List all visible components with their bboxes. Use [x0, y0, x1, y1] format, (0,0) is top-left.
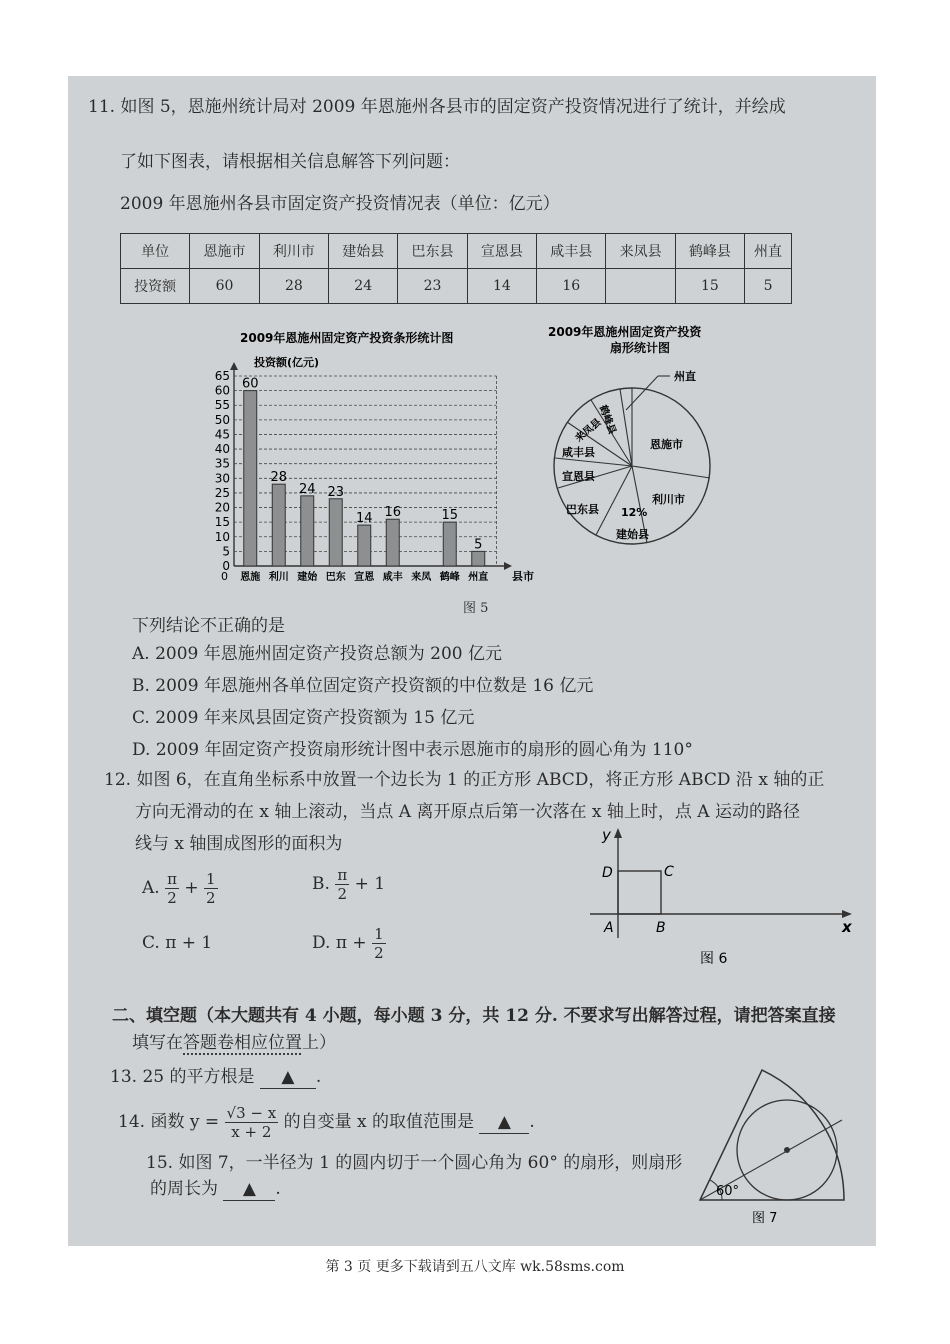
pie-divider — [632, 466, 710, 478]
q11-line2: 了如下图表，请根据相关信息解答下列问题： — [120, 152, 460, 172]
x-tick-label: 建始 — [297, 572, 318, 583]
figure6-coordinate-diagram — [590, 826, 860, 971]
pie-annotation-percent: 12% — [621, 506, 648, 519]
y-tick-label: 15 — [214, 515, 230, 530]
table-cell: 咸丰县 — [537, 234, 606, 269]
y-tick-label: 45 — [214, 427, 230, 442]
pie-label-badong: 巴东县 — [566, 503, 599, 516]
bar — [358, 525, 371, 566]
table-cell: 60 — [190, 269, 259, 304]
pie-label-zhouzhi: 州直 — [674, 370, 696, 383]
x-tick-label: 宣恩 — [354, 572, 375, 583]
answer-blank[interactable]: ▲ — [479, 1111, 529, 1134]
y-tick-label: 50 — [214, 412, 230, 427]
pie-chart — [540, 318, 780, 558]
bar-chart-title: 2009年恩施州固定资产投资条形统计图 — [240, 331, 454, 345]
figure5-label: 图 5 — [463, 601, 489, 616]
bar-chart — [212, 322, 552, 590]
circle-center-dot — [784, 1147, 790, 1153]
x-tick-label: 鹤峰 — [439, 572, 460, 583]
y-tick-label: 65 — [214, 369, 230, 383]
x-tick-label: 巴东 — [325, 572, 346, 583]
bar — [386, 519, 399, 566]
bar-value-label: 60 — [241, 376, 259, 392]
bar — [329, 499, 342, 566]
bar — [244, 391, 257, 566]
y-tick-label: 35 — [214, 456, 230, 471]
pie-label-xuanen: 宣恩县 — [562, 470, 595, 483]
q12-line1: 12. 如图 6，在直角坐标系中放置一个边长为 1 的正方形 ABCD，将正方形 ABCD 沿 x 轴的正 — [104, 770, 825, 790]
x-tick-label: 州直 — [468, 572, 489, 583]
table-cell: 28 — [259, 269, 328, 304]
pie-label-jianshi: 建始县 — [616, 528, 649, 541]
pie-chart-title-line2: 扇形统计图 — [610, 341, 671, 355]
q11-option-a: A. 2009 年恩施州固定资产投资总额为 200 亿元 — [132, 644, 503, 664]
table-cell: 鹤峰县 — [675, 234, 744, 269]
sector-shape — [700, 1070, 844, 1200]
point-a-label: A — [604, 920, 614, 936]
pie-label-hefeng: 鹤峰县 — [596, 403, 618, 436]
table-cell: 利川市 — [259, 234, 328, 269]
y-tick-label: 60 — [214, 383, 230, 398]
figure7-label: 图 7 — [752, 1211, 778, 1226]
table-cell: 投资额 — [121, 269, 190, 304]
table-cell: 巴东县 — [398, 234, 467, 269]
x-tick-label: 咸丰 — [382, 572, 403, 583]
table-cell: 24 — [329, 269, 398, 304]
x-axis-label: x — [842, 918, 852, 936]
pie-pointer-line — [626, 376, 658, 410]
bar — [472, 551, 485, 566]
y-tick-label: 20 — [214, 500, 230, 515]
q14: 14. 函数 y = $\frac{√3 - x}{x + 2}$ 的自变量 x 的取值范围是 ▲ . — [118, 1104, 535, 1141]
y-axis-arrow-icon — [230, 362, 238, 370]
point-c-label: C — [664, 864, 674, 880]
y-tick-label: 30 — [214, 471, 230, 486]
pie-divider — [620, 389, 632, 466]
x-tick-label: 来凤 — [411, 572, 432, 583]
q11-option-b: B. 2009 年恩施州各单位固定资产投资额的中位数是 16 亿元 — [132, 676, 594, 696]
section2-line2: 填写在答题卷相应位置上） — [132, 1033, 336, 1053]
q11-option-d: D. 2009 年固定资产投资扇形统计图中表示恩施市的扇形的圆心角为 110° — [132, 740, 693, 760]
y-tick-label: 55 — [214, 398, 230, 413]
y-tick-label: 0 — [222, 559, 230, 573]
fraction: $\frac{1}{2}$ — [206, 870, 216, 907]
section2-line1: 二、填空题（本大题共有 4 小题，每小题 3 分，共 12 分. 不要求写出解答过程，请把答案直接 — [112, 1006, 836, 1026]
figure6-label: 图 6 — [700, 951, 728, 967]
table-cell: 恩施市 — [190, 234, 259, 269]
fraction: $\frac{\pi}{2}$ — [337, 866, 348, 903]
angle-label: 60° — [716, 1184, 740, 1199]
q11-option-c: C. 2009 年来凤县固定资产投资额为 15 亿元 — [132, 708, 475, 728]
bar-value-label: 15 — [441, 508, 459, 524]
answer-blank[interactable]: ▲ — [260, 1066, 316, 1089]
bar — [272, 484, 285, 566]
table-cell: 14 — [467, 269, 536, 304]
table-cell: 来凤县 — [606, 234, 675, 269]
q11-question: 下列结论不正确的是 — [132, 616, 285, 636]
fraction: $\frac{1}{2}$ — [374, 925, 384, 962]
table-cell: 建始县 — [329, 234, 398, 269]
investment-table — [120, 233, 792, 304]
bar — [443, 522, 456, 566]
table-cell: 16 — [537, 269, 606, 304]
square-abcd — [618, 871, 661, 914]
q15-line1: 15. 如图 7，一半径为 1 的圆内切于一个圆心角为 60° 的扇形，则扇形 — [146, 1153, 683, 1173]
x-tick-label: 恩施 — [240, 572, 261, 583]
x-tick-label: 利川 — [268, 572, 289, 583]
table-cell: 5 — [745, 269, 792, 304]
table-cell: 23 — [398, 269, 467, 304]
y-tick-label: 10 — [214, 529, 230, 544]
bar-value-label: 16 — [384, 505, 402, 521]
bar-value-label: 14 — [355, 511, 373, 527]
point-b-label: B — [656, 920, 666, 936]
bar-chart-xlabel: 县市 — [512, 570, 534, 583]
pie-divider — [596, 466, 632, 535]
y-axis-arrow-icon — [614, 828, 622, 838]
bar-value-label: 5 — [474, 537, 483, 553]
y-tick-label: 5 — [222, 544, 230, 559]
figure7-sector-diagram — [692, 1060, 872, 1230]
table-row — [121, 269, 792, 304]
bar — [301, 496, 314, 566]
pie-label-lichuan: 利川市 — [652, 493, 685, 506]
pie-label-enshi: 恩施市 — [650, 438, 683, 451]
q12-option-a: A. $\frac{\pi}{2}$ + $\frac{1}{2}$ — [142, 870, 216, 907]
bar-value-label: 28 — [270, 470, 288, 486]
q12-line3: 线与 x 轴围成图形的面积为 — [135, 834, 343, 854]
bar-value-label: 23 — [327, 484, 345, 500]
table-cell: 单位 — [121, 234, 190, 269]
table-row — [121, 234, 792, 269]
q12-option-b: B. $\frac{\pi}{2}$ + 1 — [312, 866, 386, 903]
q13: 13. 25 的平方根是 ▲ . — [110, 1067, 322, 1087]
q12-option-d: D. π + $\frac{1}{2}$ — [312, 925, 384, 962]
y-axis-label: y — [602, 826, 611, 844]
bar-value-label: 24 — [298, 481, 316, 497]
bar-chart-ylabel: 投资额(亿元) — [254, 356, 320, 369]
table-cell — [606, 269, 675, 304]
pie-label-laifeng: 来凤县 — [573, 416, 604, 445]
origin-label: 0 — [221, 570, 228, 583]
fraction: $\frac{\pi}{2}$ — [167, 870, 177, 907]
q12-option-c: C. π + 1 — [142, 933, 213, 953]
point-d-label: D — [602, 865, 613, 881]
q12-line2: 方向无滑动的在 x 轴上滚动，当点 A 离开原点后第一次落在 x 轴上时，点 A 运动的路径 — [135, 802, 800, 822]
pie-divider — [555, 458, 632, 466]
q11-line1: 11. 如图 5，恩施州统计局对 2009 年恩施州各县市的固定资产投资情况进行了统计，并绘成 — [88, 97, 786, 117]
answer-blank[interactable]: ▲ — [223, 1178, 275, 1201]
pie-label-xianfeng: 咸丰县 — [562, 446, 595, 459]
y-tick-label: 40 — [214, 442, 230, 457]
y-tick-label: 25 — [214, 485, 230, 500]
table-cell: 州直 — [745, 234, 792, 269]
x-axis-arrow-icon — [842, 910, 852, 918]
x-axis-arrow-icon — [504, 562, 512, 570]
fraction: $\frac{√3 - x}{x + 2}$ — [226, 1104, 277, 1141]
q15-line2: 的周长为 ▲ . — [150, 1179, 281, 1199]
table-cell: 宣恩县 — [467, 234, 536, 269]
page-footer: 第 3 页 更多下载请到五八文库 wk.58sms.com — [325, 1259, 625, 1275]
pie-chart-title-line1: 2009年恩施州固定资产投资 — [548, 325, 702, 339]
table-cell: 15 — [675, 269, 744, 304]
q11-table-title: 2009 年恩施州各县市固定资产投资情况表（单位：亿元） — [120, 194, 560, 214]
